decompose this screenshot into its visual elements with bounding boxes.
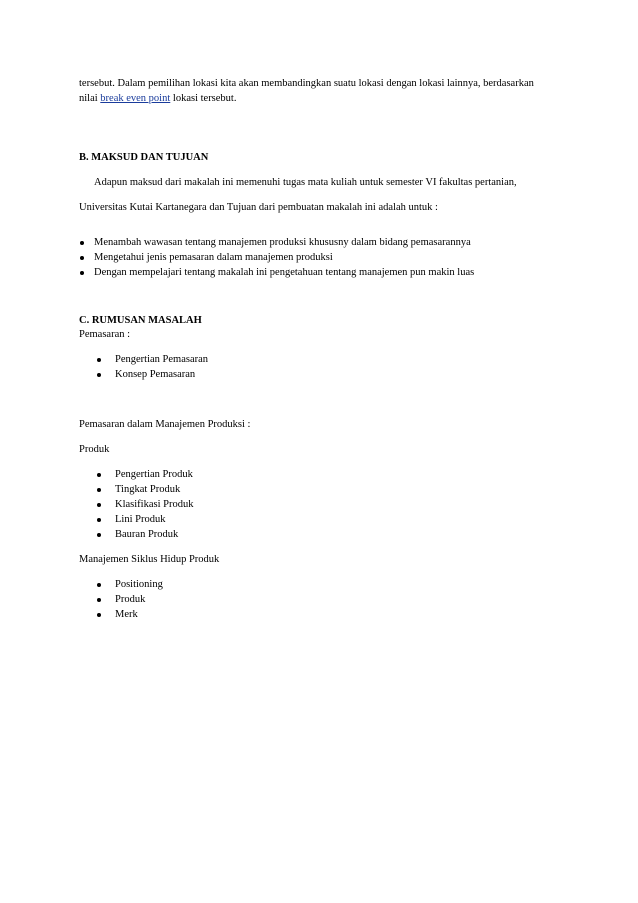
bullet-icon <box>97 373 101 377</box>
bullet-icon <box>80 256 84 260</box>
intro-line-2-after: lokasi tersebut. <box>170 93 237 104</box>
list-item-text: Produk <box>115 594 146 605</box>
intro-line-2-before: nilai <box>79 93 101 104</box>
section-b-para-2: Universitas Kutai Kartanegara dan Tujuan dari pembuatan makalah ini adalah untuk : <box>79 202 438 213</box>
list-item <box>95 592 163 607</box>
list-item <box>95 577 163 592</box>
bullet-icon <box>97 533 101 537</box>
bullet-icon <box>97 518 101 522</box>
bullet-icon <box>80 241 84 245</box>
break-even-point-link[interactable]: break even point <box>100 93 171 104</box>
list-item-text: Klasifikasi Produk <box>115 499 194 510</box>
list-item <box>95 467 193 482</box>
siklus-list <box>95 577 163 622</box>
list-item <box>95 367 208 382</box>
bullet-icon <box>97 503 101 507</box>
intro-line-1: tersebut. Dalam pemilihan lokasi kita akan membandingkan suatu lokasi dengan lokasi lainnya, berdasarkan <box>79 78 534 89</box>
list-item-text: Konsep Pemasaran <box>115 369 196 380</box>
list-item <box>95 482 193 497</box>
list-item <box>95 527 193 542</box>
list-item-text: Positioning <box>115 579 163 590</box>
produk-list <box>95 467 193 542</box>
list-item-text: Mengetahui jenis pemasaran dalam manajemen produksi <box>94 252 333 263</box>
list-item <box>95 497 193 512</box>
list-item-text: Menambah wawasan tentang manajemen produksi khususny dalam bidang pemasarannya <box>94 237 471 248</box>
bullet-icon <box>97 583 101 587</box>
section-b-heading: B. MAKSUD DAN TUJUAN <box>79 152 209 163</box>
list-item <box>95 607 163 622</box>
list-item <box>79 250 474 265</box>
bullet-icon <box>97 358 101 362</box>
produk-label: Produk <box>79 444 110 455</box>
pemasaran-label: Pemasaran : <box>79 329 131 340</box>
bullet-icon <box>97 473 101 477</box>
bullet-icon <box>97 613 101 617</box>
list-item <box>95 512 193 527</box>
list-item <box>79 235 474 250</box>
intro-paragraph <box>79 76 534 106</box>
list-item-text: Pengertian Pemasaran <box>115 354 209 365</box>
pemasaran-list <box>95 352 208 382</box>
bullet-icon <box>80 271 84 275</box>
section-b-bullet-list <box>79 235 474 280</box>
list-item <box>79 265 474 280</box>
list-item-text: Pengertian Produk <box>115 469 193 480</box>
list-item <box>95 352 208 367</box>
section-b-para-1: Adapun maksud dari makalah ini memenuhi tugas mata kuliah untuk semester VI fakultas pertanian, <box>94 177 517 188</box>
section-c-heading: C. RUMUSAN MASALAH <box>79 315 202 326</box>
intro-line-2 <box>79 91 534 106</box>
bullet-icon <box>97 488 101 492</box>
bullet-icon <box>97 598 101 602</box>
siklus-hidup-produk-label: Manajemen Siklus Hidup Produk <box>79 554 220 565</box>
list-item-text: Bauran Produk <box>115 529 179 540</box>
list-item-text: Dengan mempelajari tentang makalah ini pengetahuan tentang manajemen pun makin luas <box>94 267 475 278</box>
list-item-text: Merk <box>115 609 138 620</box>
pemasaran-dalam-manajemen-label: Pemasaran dalam Manajemen Produksi : <box>79 419 251 430</box>
list-item-text: Lini Produk <box>115 514 166 525</box>
list-item-text: Tingkat Produk <box>115 484 181 495</box>
